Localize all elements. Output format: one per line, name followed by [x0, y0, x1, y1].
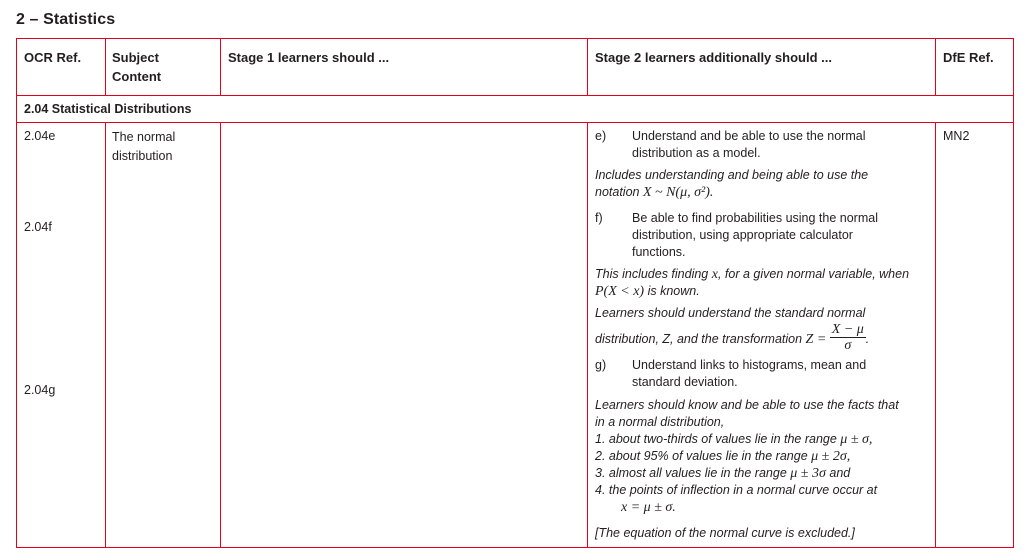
item-e-note — [595, 167, 915, 201]
header-stage1: Stage 1 learners should ... — [228, 50, 390, 65]
item-f-note2-text: distribution, Z, and the transformation — [595, 332, 803, 346]
item-f-note-x: x — [711, 267, 718, 282]
item-e — [595, 128, 925, 168]
item-f-label: f) — [595, 211, 603, 225]
fraction-denominator: σ — [844, 338, 852, 354]
header-subject-content: Subject Content — [112, 50, 162, 84]
subsection-title: 2.04 Statistical Distributions — [24, 102, 192, 116]
item-g-note — [595, 397, 930, 516]
item-g-note-line2: in a normal distribution, — [595, 415, 725, 429]
item-e-label: e) — [595, 129, 607, 143]
item-g-note-line6: 4. the points of inflection in a normal curve occur at — [595, 483, 878, 497]
subject-content: The normal distribution — [112, 130, 176, 163]
item-e-note-text: Includes understanding and being able to use the notation — [595, 168, 869, 199]
item-g-note-line3: 1. about two-thirds of values lie in the range μ ± σ, — [595, 432, 873, 447]
item-f-note — [595, 266, 915, 300]
item-f-note-math: P(X < x) — [595, 284, 645, 299]
item-g-note-line1: Learners should know and be able to use the facts that — [595, 398, 899, 412]
item-g-note-line7: x = μ ± σ. — [621, 500, 676, 515]
item-g-text: Understand links to histograms, mean and standard deviation. — [632, 358, 867, 389]
item-f-text: Be able to find probabilities using the normal distribution, using appropriate calculator functions. — [632, 211, 878, 259]
item-g-note-line5: 3. almost all values lie in the range μ ± 3σ and — [595, 466, 851, 481]
header-stage2: Stage 2 learners additionally should ... — [595, 50, 832, 65]
item-e-note-math: X ~ N(μ, σ²). — [642, 185, 714, 200]
item-e-text: Understand and be able to use the normal distribution as a model. — [632, 129, 866, 160]
standardisation-fraction — [830, 322, 866, 353]
item-g-label: g) — [595, 358, 607, 372]
item-f-note-mid: , for a given normal variable, when — [717, 267, 910, 281]
ref-2-04g: 2.04g — [24, 383, 56, 397]
header-dfe-ref: DfE Ref. — [943, 50, 994, 65]
item-f-note-post: is known. — [647, 284, 700, 298]
ref-2-04e: 2.04e — [24, 129, 56, 143]
item-g-note-line4: 2. about 95% of values lie in the range μ ± 2σ, — [595, 449, 851, 464]
item-f-note-pre: This includes finding — [595, 267, 709, 281]
item-f-note2-line1: Learners should understand the standard normal — [595, 306, 866, 320]
item-f — [595, 210, 925, 264]
item-g — [595, 357, 925, 393]
fraction-numerator: X − μ — [831, 322, 864, 338]
header-ocr-ref: OCR Ref. — [24, 50, 82, 65]
item-g-exclusion: [The equation of the normal curve is excluded.] — [595, 526, 855, 540]
ref-2-04f: 2.04f — [24, 220, 52, 234]
section-title: 2 – Statistics — [16, 11, 116, 28]
item-f-note2-z: Z = — [805, 332, 827, 347]
item-f-note2-line2: distribution, Z, and the transformation Z = $\frac{X - \mu}{\sigma}$ . — [595, 322, 870, 354]
dfe-ref-value: MN2 — [943, 129, 970, 143]
